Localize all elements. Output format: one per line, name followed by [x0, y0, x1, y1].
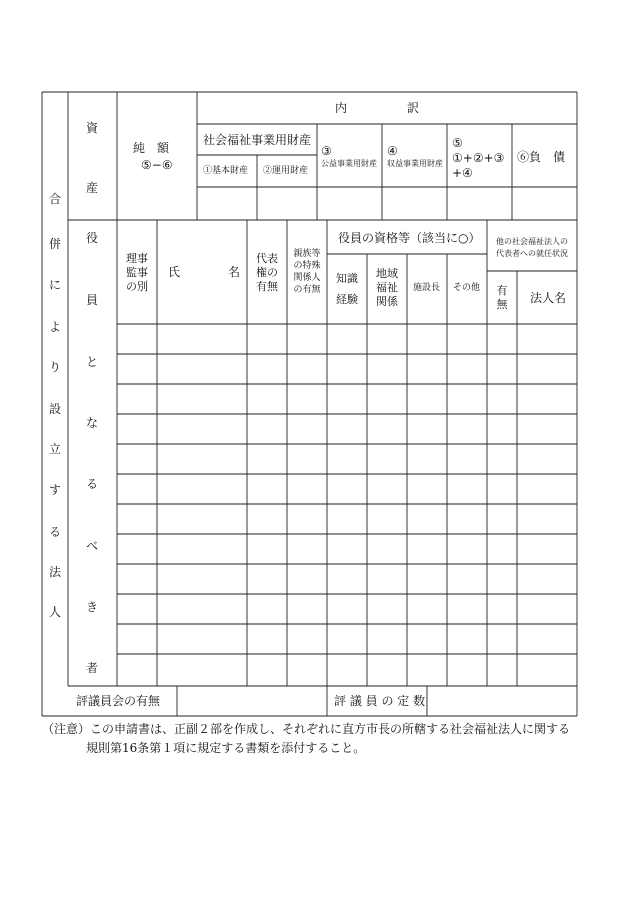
council-fixed-number-label: 評 議 員 の 定 数 [334, 694, 426, 708]
total-formula-line2: +④ [452, 166, 473, 180]
has-header [487, 284, 517, 312]
vertical-char: 人 [49, 605, 62, 619]
facility-head-header: 施設長 [413, 283, 441, 293]
public-interest-property-label: 公益事業用財産 [321, 159, 377, 168]
corporation-name-header: 法人名 [530, 291, 567, 305]
relatives-line: 関係人 [293, 273, 321, 283]
operating-property-label: ②運用財産 [263, 166, 309, 176]
regional-welfare-line: 地域 [376, 267, 398, 280]
officers-label-char: 者 [86, 661, 99, 675]
council-exists-label: 評議員会の有無 [76, 694, 161, 708]
has-line: 無 [496, 298, 508, 311]
assets-label-char: 資 [86, 121, 99, 135]
role-type-line: 理事 [126, 252, 148, 265]
officers-label-char: 役 [86, 231, 99, 245]
net-amount-title: 純 額 [133, 141, 170, 155]
others-header: その他 [453, 283, 481, 293]
vertical-char: る [49, 525, 62, 539]
vertical-char: 法 [49, 565, 62, 579]
officers-label-char: べ [86, 539, 99, 553]
profit-number: ④ [387, 144, 398, 158]
net-amount-formula: ⑤−⑥ [141, 158, 173, 172]
representative-line: 代表 [256, 252, 278, 265]
knowledge-line: 知識 [336, 272, 358, 285]
officers-label-char: る [86, 477, 99, 491]
representative-header [247, 252, 287, 294]
regional-welfare-header [367, 267, 407, 309]
public-interest-number: ③ [321, 144, 332, 158]
vertical-char: 立 [49, 442, 62, 456]
officers-label-char: と [86, 355, 99, 369]
breakdown-title: 内 訳 [335, 101, 420, 115]
name-header: 氏 名 [168, 265, 241, 279]
vertical-char: に [49, 278, 62, 292]
vertical-char: 設 [49, 402, 62, 416]
total-formula-line1: ①+②+③ [452, 151, 505, 165]
other-corporation-title-line: 代表者への就任状況 [496, 249, 568, 258]
qualifications-title: 役員の資格等（該当に○） [338, 231, 481, 245]
assets-label-char: 産 [86, 181, 99, 195]
representative-line: 権の [256, 266, 278, 279]
social-welfare-property-label: 社会福祉事業用財産 [203, 133, 312, 147]
role-type-line: 監事 [126, 266, 148, 279]
relatives-line: の特殊 [293, 261, 321, 271]
other-corporation-title [487, 236, 577, 260]
profit-property-label: 収益事業用財産 [387, 159, 443, 168]
regional-welfare-line: 福祉 [376, 281, 398, 294]
vertical-char: 合 [49, 192, 62, 206]
note-line-1: （注意）この申請書は、正副２部を作成し、それぞれに直方市長の所轄する社会福祉法人に関する [42, 722, 571, 736]
vertical-char: 併 [49, 237, 62, 251]
representative-line: 有無 [256, 280, 278, 293]
relatives-line: の有無 [293, 285, 321, 295]
liabilities-label: ⑥負 債 [517, 150, 566, 164]
has-line: 有 [496, 284, 508, 297]
knowledge-header [327, 268, 367, 310]
total-number: ⑤ [452, 136, 463, 150]
role-type-line: の別 [126, 280, 148, 293]
vertical-char: り [49, 360, 62, 374]
basic-property-label: ①基本財産 [203, 166, 249, 176]
relatives-header [287, 248, 327, 296]
other-corporation-title-line: 他の社会福祉法人の [496, 237, 568, 246]
note-line-2: 規則第16条第１項に規定する書類を添付すること。 [86, 741, 366, 755]
relatives-line: 親族等 [293, 249, 321, 259]
officers-label-char: な [86, 416, 99, 430]
regional-welfare-line: 関係 [376, 295, 398, 308]
knowledge-line: 経験 [336, 293, 358, 306]
vertical-char: よ [49, 320, 62, 334]
vertical-char: す [49, 483, 62, 497]
officers-label-char: 員 [86, 293, 99, 307]
officers-label-char: き [86, 600, 99, 614]
role-type-header [117, 252, 157, 294]
